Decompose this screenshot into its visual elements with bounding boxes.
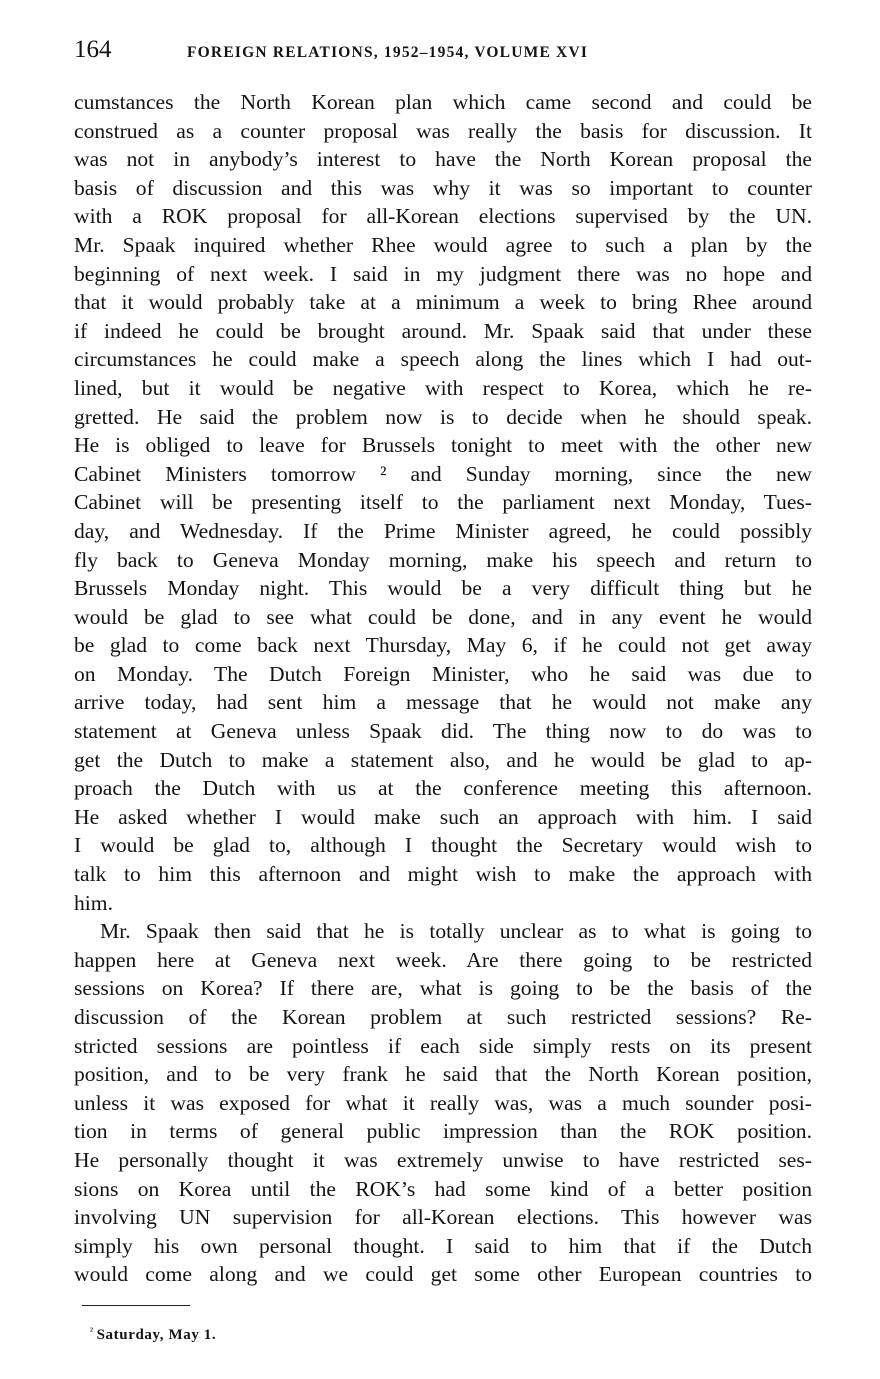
text-line: position, and to be very frank he said that the North Korean position, [74, 1062, 812, 1087]
text-line: happen here at Geneva next week. Are there going to be restricted [74, 947, 812, 972]
text-line: Mr. Spaak then said that he is totally unclear as to what is going to [100, 919, 812, 944]
footnotes [90, 1321, 216, 1346]
paragraph [74, 917, 812, 1289]
text-line: Cabinet Ministers tomorrow ² and Sunday morning, since the new [74, 461, 812, 486]
text-line: basis of discussion and this was why it was so important to counter [74, 175, 812, 200]
paragraph [74, 88, 812, 917]
text-line: Brussels Monday night. This would be a very difficult thing but he [74, 576, 812, 601]
text-line: circumstances he could make a speech along the lines which I had out- [74, 347, 812, 372]
text-line: beginning of next week. I said in my judgment there was no hope and [74, 261, 812, 286]
text-line: on Monday. The Dutch Foreign Minister, who he said was due to [74, 661, 812, 686]
footnote-rule [82, 1305, 190, 1306]
text-line: proach the Dutch with us at the conference meeting this afternoon. [74, 776, 812, 801]
text-line: sions on Korea until the ROK’s had some kind of a better position [74, 1176, 812, 1201]
text-line: gretted. He said the problem now is to decide when he should speak. [74, 404, 812, 429]
running-head [74, 34, 812, 74]
text-line: lined, but it would be negative with respect to Korea, which he re- [74, 375, 812, 400]
text-line: statement at Geneva unless Spaak did. The thing now to do was to [74, 719, 812, 744]
text-line: arrive today, had sent him a message that he would not make any [74, 690, 812, 715]
document-page [74, 34, 812, 1287]
text-line: unless it was exposed for what it really was, was a much sounder posi- [74, 1090, 812, 1115]
text-line: that it would probably take at a minimum a week to bring Rhee around [74, 290, 812, 315]
text-line: get the Dutch to make a statement also, and he would be glad to ap- [74, 747, 812, 772]
text-line: if indeed he could be brought around. Mr. Spaak said that under these [74, 318, 812, 343]
text-line: He personally thought it was extremely unwise to have restricted ses- [74, 1147, 812, 1172]
text-line: day, and Wednesday. If the Prime Minister agreed, he could possibly [74, 518, 812, 543]
text-line: with a ROK proposal for all-Korean elections supervised by the UN. [74, 204, 812, 229]
running-title: FOREIGN RELATIONS, 1952–1954, VOLUME XVI [187, 44, 589, 61]
footnote-marker: ² [90, 1326, 94, 1337]
text-line: tion in terms of general public impression than the ROK position. [74, 1119, 812, 1144]
page-number: 164 [74, 36, 112, 63]
text-line: was not in anybody’s interest to have the North Korean proposal the [74, 147, 812, 172]
text-line: sessions on Korea? If there are, what is going to be the basis of the [74, 976, 812, 1001]
footnote-text: Saturday, May 1. [96, 1327, 217, 1343]
text-line: He asked whether I would make such an approach with him. I said [74, 804, 812, 829]
text-line: fly back to Geneva Monday morning, make his speech and return to [74, 547, 812, 572]
footnote [90, 1321, 216, 1346]
text-line: He is obliged to leave for Brussels tonight to meet with the other new [74, 433, 812, 458]
text-line: talk to him this afternoon and might wish to make the approach with [74, 862, 812, 887]
text-line: stricted sessions are pointless if each side simply rests on its present [74, 1033, 812, 1058]
text-line: construed as a counter proposal was really the basis for discussion. It [74, 118, 812, 143]
text-line: simply his own personal thought. I said to him that if the Dutch [74, 1233, 812, 1258]
text-line: cumstances the North Korean plan which came second and could be [74, 90, 812, 114]
text-line: Cabinet will be presenting itself to the parliament next Monday, Tues- [74, 490, 812, 515]
text-line: would come along and we could get some other European countries to [74, 1262, 812, 1287]
text-line: Mr. Spaak inquired whether Rhee would agree to such a plan by the [74, 232, 812, 257]
text-line: be glad to come back next Thursday, May 6, if he could not get away [74, 633, 812, 658]
text-line: him. [74, 890, 113, 915]
text-line: involving UN supervision for all-Korean elections. This however was [74, 1205, 812, 1230]
text-line: would be glad to see what could be done, and in any event he would [74, 604, 812, 629]
body-text [74, 88, 812, 1289]
text-line: discussion of the Korean problem at such restricted sessions? Re- [74, 1005, 812, 1029]
text-line: I would be glad to, although I thought the Secretary would wish to [74, 833, 812, 858]
